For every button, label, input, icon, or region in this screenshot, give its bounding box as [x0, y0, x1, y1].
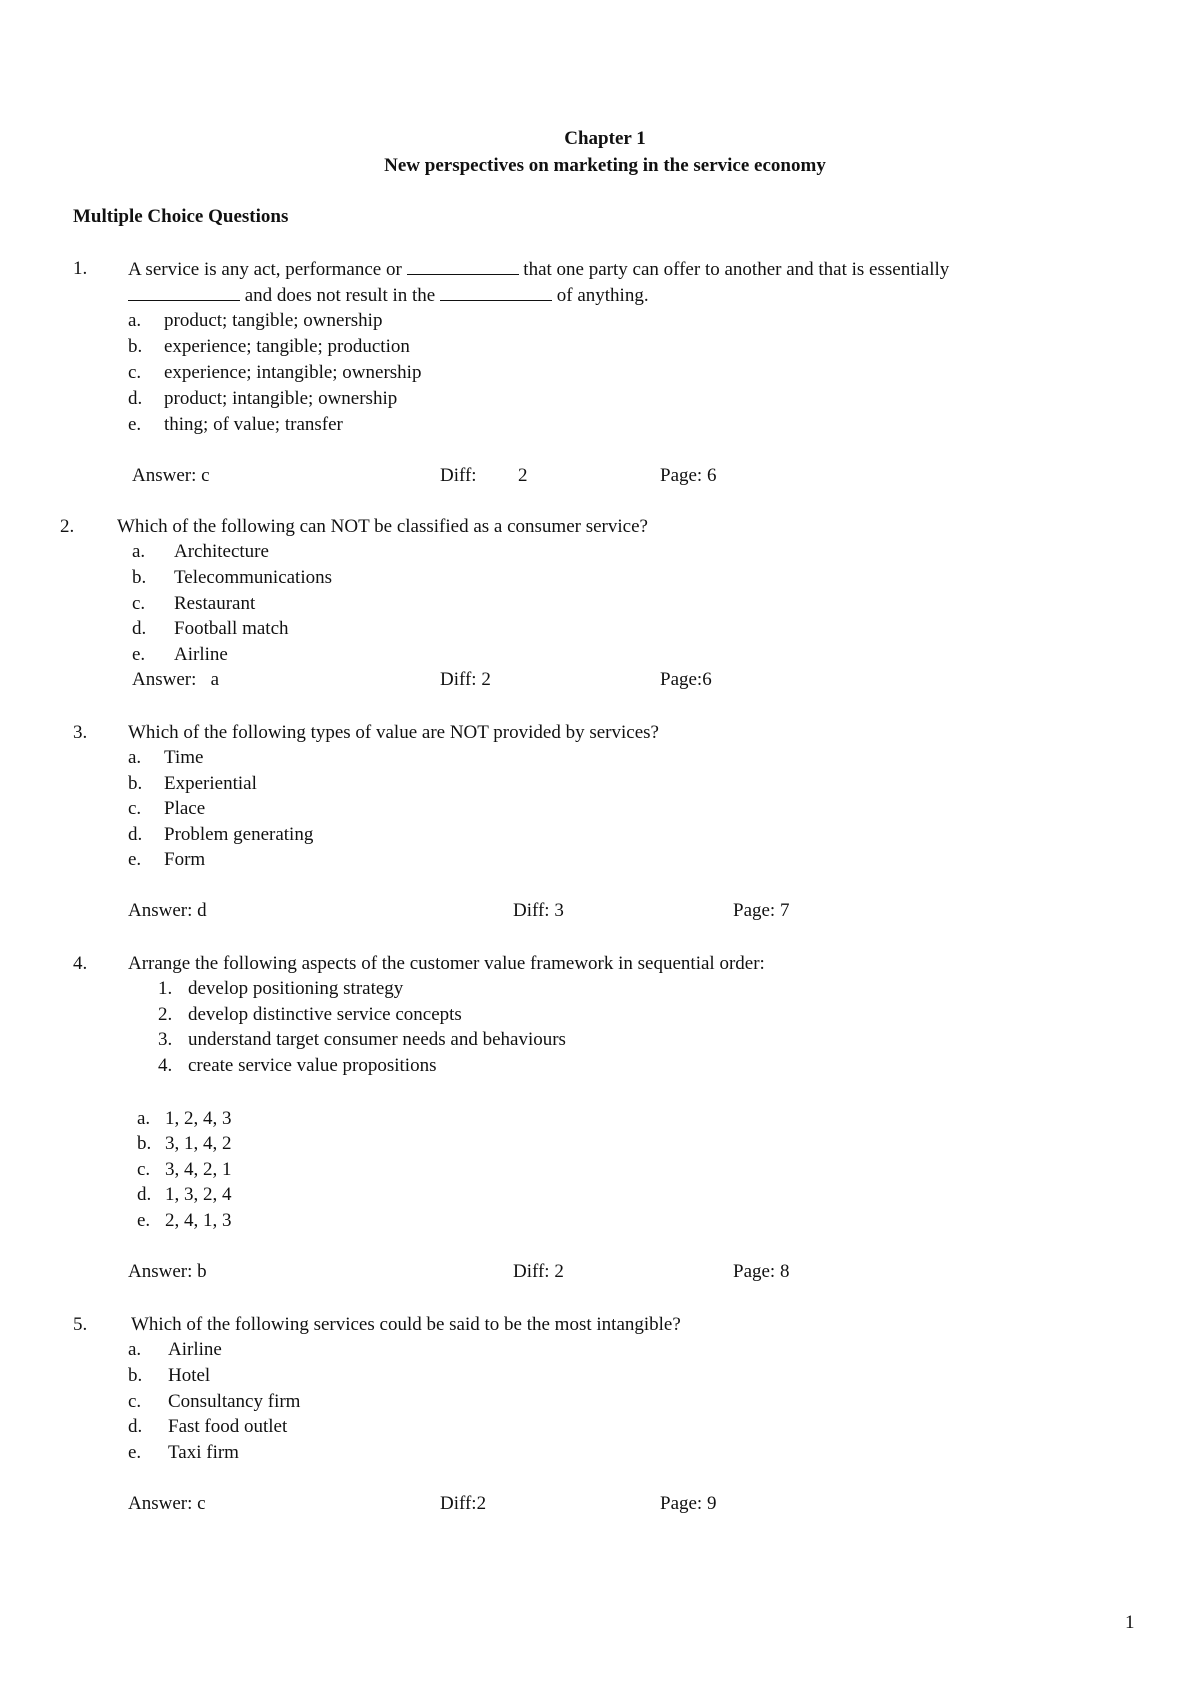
answer-option: e. 2, 4, 1, 3	[137, 1210, 232, 1231]
answer-option: e. Taxi firm	[128, 1442, 239, 1463]
answer-key: Answer: c	[132, 465, 210, 486]
chapter-subtitle: New perspectives on marketing in the service economy	[384, 155, 826, 176]
question-text-line-2	[128, 284, 649, 307]
question-number: 2.	[60, 516, 75, 537]
difficulty: Diff:2	[440, 1493, 487, 1514]
question-text: Which of the following services could be said to be the most intangible?	[131, 1314, 681, 1335]
answer-option: c. 3, 4, 2, 1	[137, 1159, 232, 1180]
answer-option: a. product; tangible; ownership	[128, 310, 383, 331]
fill-in-blank	[128, 284, 240, 301]
question-number: 4.	[73, 953, 88, 974]
answer-option: b. experience; tangible; production	[128, 336, 410, 357]
question-text: that one party can offer to another and that is essentially	[523, 259, 950, 280]
answer-key: Answer: a	[132, 669, 220, 690]
fill-in-blank	[407, 258, 519, 275]
answer-option: a. 1, 2, 4, 3	[137, 1108, 232, 1129]
page-reference: Page: 9	[660, 1493, 717, 1514]
answer-key: Answer: c	[128, 1493, 206, 1514]
chapter-title: Chapter 1	[564, 128, 646, 149]
difficulty: Diff: 2	[513, 1261, 564, 1282]
question-text: A service is any act, performance or	[128, 259, 402, 280]
answer-option: d. Problem generating	[128, 824, 314, 845]
question-text: and does not result in the	[244, 285, 436, 306]
answer-option: c. Consultancy firm	[128, 1391, 301, 1412]
answer-option: e. Airline	[132, 644, 228, 665]
page-number: 1	[1125, 1612, 1135, 1633]
difficulty-value: 2	[518, 465, 528, 486]
question-number: 1.	[73, 258, 88, 279]
sequence-step: 3. understand target consumer needs and behaviours	[158, 1029, 566, 1050]
question-text: Which of the following can NOT be classified as a consumer service?	[117, 516, 648, 537]
sequence-step: 4. create service value propositions	[158, 1055, 437, 1076]
question-text-line-1	[128, 258, 949, 281]
difficulty-label: Diff:	[440, 465, 477, 486]
answer-option: a. Time	[128, 747, 204, 768]
answer-option: d. 1, 3, 2, 4	[137, 1184, 232, 1205]
question-number: 3.	[73, 722, 88, 743]
sequence-step: 2. develop distinctive service concepts	[158, 1004, 462, 1025]
answer-option: c. Restaurant	[132, 593, 256, 614]
answer-option: d. Fast food outlet	[128, 1416, 288, 1437]
question-text: of anything.	[556, 285, 649, 306]
answer-option: c. experience; intangible; ownership	[128, 362, 422, 383]
answer-option: e. thing; of value; transfer	[128, 414, 343, 435]
answer-option: b. Telecommunications	[132, 567, 333, 588]
answer-key: Answer: b	[128, 1261, 207, 1282]
answer-option: b. Experiential	[128, 773, 257, 794]
page-reference: Page:6	[660, 669, 712, 690]
difficulty: Diff: 3	[513, 900, 564, 921]
difficulty: Diff: 2	[440, 669, 491, 690]
page-reference: Page: 7	[733, 900, 790, 921]
sequence-step: 1. develop positioning strategy	[158, 978, 404, 999]
answer-option: e. Form	[128, 849, 206, 870]
question-text: Arrange the following aspects of the customer value framework in sequential order:	[128, 953, 765, 974]
page-reference: Page: 8	[733, 1261, 790, 1282]
section-heading: Multiple Choice Questions	[73, 206, 289, 227]
answer-option: c. Place	[128, 798, 206, 819]
answer-option: d. product; intangible; ownership	[128, 388, 398, 409]
answer-option: d. Football match	[132, 618, 289, 639]
answer-option: a. Airline	[128, 1339, 222, 1360]
answer-option: b. Hotel	[128, 1365, 211, 1386]
answer-option: b. 3, 1, 4, 2	[137, 1133, 232, 1154]
fill-in-blank	[440, 284, 552, 301]
question-number: 5.	[73, 1314, 88, 1335]
question-text: Which of the following types of value are NOT provided by services?	[128, 722, 659, 743]
answer-option: a. Architecture	[132, 541, 269, 562]
page-reference: Page: 6	[660, 465, 717, 486]
answer-key: Answer: d	[128, 900, 207, 921]
